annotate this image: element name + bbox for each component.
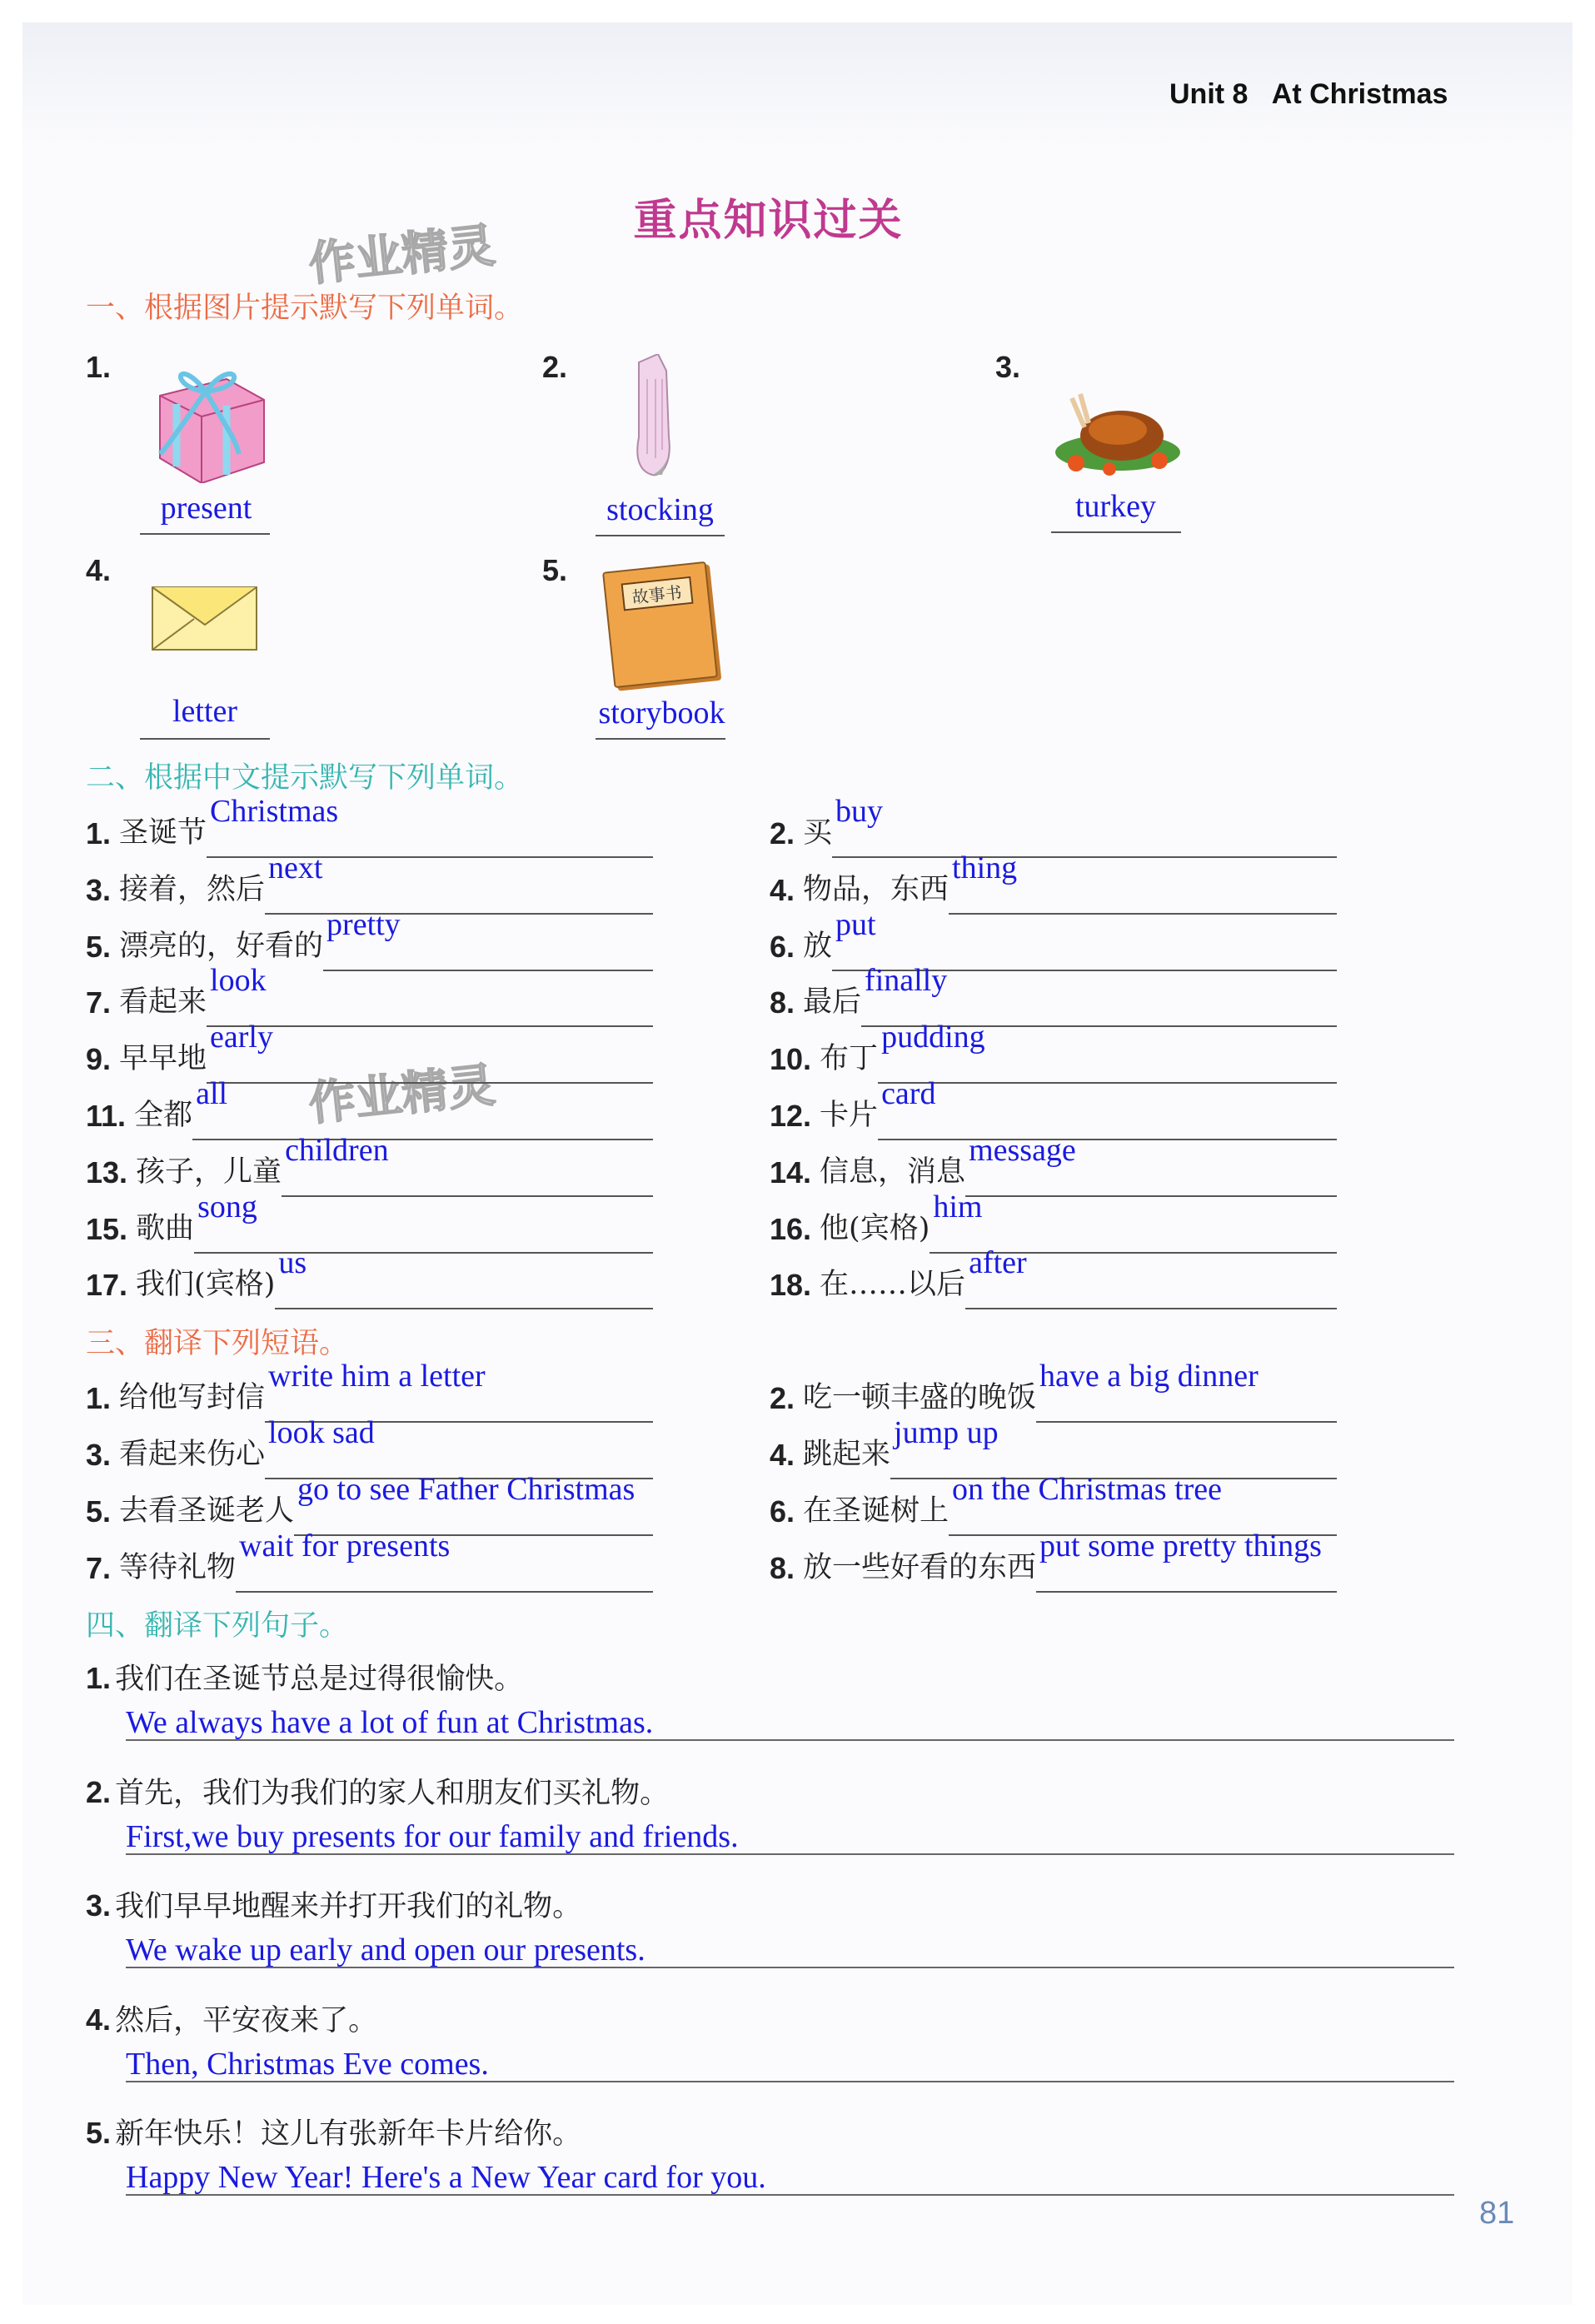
exercise-row	[86, 1472, 653, 1529]
answer-sentence: Happy New Year! Here's a New Year card for you.	[126, 2160, 766, 2195]
sentence-item	[86, 1770, 739, 1854]
item-number: 1.	[86, 816, 112, 850]
answer-sentence: We wake up early and open our presents.	[126, 1933, 645, 1967]
gift-box-icon	[143, 354, 268, 483]
chinese-prompt: 吃一顿丰盛的晚饭	[803, 1381, 1037, 1414]
answer: thing	[952, 850, 1018, 885]
chinese-prompt: 接着，然后	[119, 872, 266, 906]
item-number: 12.	[770, 1099, 812, 1133]
answer: jump up	[894, 1415, 999, 1450]
storybook-icon	[602, 561, 718, 688]
answer: finally	[865, 963, 948, 999]
answer-field[interactable]	[323, 906, 653, 971]
item-number: 5.	[86, 2116, 112, 2150]
item-number: 5.	[86, 929, 112, 964]
unit-number: Unit 8	[1169, 78, 1249, 110]
answer: children	[285, 1132, 389, 1168]
watermark: 作业精灵	[306, 218, 498, 292]
exercise-row	[770, 794, 1337, 851]
watermark: 作业精灵	[306, 1058, 498, 1132]
answer: Christmas	[210, 794, 339, 829]
answer: go to see Father Christmas	[297, 1472, 636, 1507]
answer-line	[140, 533, 270, 535]
answer: write him a letter	[268, 1359, 486, 1394]
exercise-row	[770, 1020, 1337, 1077]
answer: present	[160, 491, 252, 526]
unit-header	[1169, 78, 1448, 111]
chinese-prompt: 卡片	[820, 1099, 879, 1132]
exercise-row	[86, 1189, 653, 1247]
stocking-icon	[629, 354, 687, 479]
chinese-prompt: 买	[803, 816, 833, 850]
answer-line	[596, 738, 725, 740]
sentence-item	[86, 2111, 766, 2195]
item-number: 3.	[995, 350, 1021, 384]
answer: look sad	[268, 1415, 375, 1450]
item-number: 17.	[86, 1268, 128, 1303]
page-title: 重点知识过关	[633, 196, 904, 246]
answer-line[interactable]	[126, 2081, 1454, 2082]
answer: put	[835, 906, 876, 942]
answer: pudding	[881, 1020, 985, 1055]
item-number: 11.	[86, 1099, 127, 1133]
answer-field[interactable]	[1036, 1529, 1337, 1593]
exercise-row	[86, 1132, 653, 1190]
item-number: 1.	[86, 350, 112, 384]
envelope-icon	[148, 579, 262, 662]
chinese-prompt: 歌曲	[136, 1211, 195, 1245]
item-number: 7.	[86, 1551, 112, 1585]
exercise-row	[770, 1076, 1337, 1134]
exercise-row	[86, 850, 653, 908]
section1-heading: 一、根据图片提示默写下列单词。	[86, 292, 524, 325]
page-number: 81	[1479, 2196, 1515, 2231]
item-number: 18.	[770, 1268, 812, 1303]
answer-field[interactable]	[207, 1020, 653, 1084]
chinese-prompt: 他(宾格)	[820, 1211, 930, 1245]
answer: him	[933, 1189, 983, 1224]
sentence-item	[86, 1656, 654, 1740]
section4-heading: 四、翻译下列句子。	[86, 1609, 349, 1643]
answer-field[interactable]	[949, 850, 1337, 915]
exercise-row	[770, 1415, 1337, 1473]
answer: all	[196, 1076, 228, 1111]
exercise-row	[86, 1076, 653, 1134]
chinese-prompt: 物品，东西	[803, 872, 950, 906]
chinese-prompt: 信息，消息	[820, 1155, 966, 1189]
answer: card	[881, 1076, 936, 1111]
exercise-row	[86, 963, 653, 1020]
item-number: 1.	[86, 1661, 112, 1695]
answer: storybook	[598, 696, 725, 731]
answer: after	[969, 1245, 1027, 1281]
chinese-sentence: 新年快乐！这儿有张新年卡片给你。	[115, 2117, 582, 2151]
item-number: 14.	[770, 1155, 812, 1189]
chinese-prompt: 放一些好看的东西	[803, 1551, 1037, 1584]
section2-heading: 二、根据中文提示默写下列单词。	[86, 761, 524, 795]
answer: us	[278, 1245, 307, 1281]
answer: pretty	[326, 906, 401, 942]
exercise-row	[770, 1529, 1337, 1586]
exercise-row	[86, 1245, 653, 1303]
chinese-prompt: 在……以后	[820, 1268, 966, 1302]
chinese-prompt: 等待礼物	[119, 1551, 237, 1584]
answer-field[interactable]	[265, 850, 653, 915]
item-number: 9.	[86, 1042, 112, 1077]
chinese-prompt: 漂亮的，好看的	[119, 929, 324, 963]
sentence-item	[86, 1997, 489, 2082]
exercise-row	[770, 1472, 1337, 1529]
item-number: 6.	[770, 929, 795, 964]
answer-field[interactable]	[282, 1132, 653, 1197]
exercise-row	[86, 1020, 653, 1077]
chinese-sentence: 我们在圣诞节总是过得很愉快。	[115, 1663, 524, 1696]
answer-field[interactable]	[878, 1076, 1337, 1140]
chinese-prompt: 跳起来	[803, 1438, 891, 1471]
answer-field[interactable]	[207, 963, 653, 1027]
answer-field[interactable]	[194, 1189, 653, 1254]
answer: have a big dinner	[1039, 1359, 1259, 1394]
item-number: 10.	[770, 1042, 812, 1077]
answer: buy	[835, 794, 884, 829]
item-number: 3.	[86, 872, 112, 907]
item-number: 15.	[86, 1211, 128, 1246]
exercise-row	[770, 1245, 1337, 1303]
answer-field[interactable]	[275, 1245, 653, 1309]
exercise-row	[86, 1529, 653, 1586]
answer-field[interactable]	[878, 1020, 1337, 1084]
item-number: 5.	[542, 553, 568, 587]
item-number: 2.	[770, 1381, 795, 1415]
answer-field[interactable]	[832, 794, 1337, 858]
answer: wait for presents	[239, 1529, 451, 1563]
item-number: 13.	[86, 1155, 128, 1189]
item-number: 4.	[770, 872, 795, 907]
exercise-row	[770, 1189, 1337, 1247]
chinese-prompt: 全都	[134, 1099, 193, 1132]
answer: turkey	[1074, 489, 1157, 524]
item-number: 4.	[86, 553, 112, 587]
chinese-prompt: 放	[803, 929, 833, 963]
chinese-prompt: 早早地	[119, 1042, 207, 1076]
answer-sentence: We always have a lot of fun at Christmas.	[126, 1705, 654, 1740]
chinese-prompt: 在圣诞树上	[803, 1494, 950, 1528]
item-number: 2.	[86, 1774, 112, 1809]
item-number: 4.	[86, 2002, 112, 2037]
item-number: 8.	[770, 1551, 795, 1585]
chinese-prompt: 看起来伤心	[119, 1438, 266, 1471]
exercise-row	[770, 906, 1337, 965]
chinese-sentence: 然后，平安夜来了。	[115, 2003, 378, 2037]
item-number: 5.	[86, 1494, 112, 1529]
exercise-row	[770, 850, 1337, 908]
answer-line	[1051, 531, 1181, 533]
answer-field[interactable]	[965, 1132, 1337, 1197]
roast-turkey-icon	[1051, 390, 1184, 481]
answer-line[interactable]	[126, 1853, 1454, 1855]
answer: on the Christmas tree	[952, 1472, 1223, 1507]
section3-heading: 三、翻译下列短语。	[86, 1327, 349, 1360]
answer: letter	[172, 694, 238, 729]
chinese-sentence: 我们早早地醒来并打开我们的礼物。	[115, 1890, 582, 1923]
answer: song	[197, 1189, 257, 1224]
chinese-prompt: 最后	[803, 985, 862, 1020]
exercise-row	[770, 963, 1337, 1020]
answer-field[interactable]	[1036, 1359, 1337, 1423]
answer: message	[969, 1132, 1076, 1168]
answer-line[interactable]	[126, 1739, 1454, 1741]
item-number: 3.	[86, 1888, 112, 1923]
book-label: 故事书	[621, 576, 693, 611]
item-number: 6.	[770, 1494, 795, 1529]
answer-line[interactable]	[126, 2194, 1454, 2196]
answer-line[interactable]	[126, 1967, 1454, 1968]
chinese-prompt: 我们(宾格)	[136, 1268, 276, 1302]
chinese-prompt: 孩子，儿童	[136, 1155, 282, 1189]
chinese-prompt: 看起来	[119, 985, 207, 1020]
unit-title: At Christmas	[1271, 78, 1448, 110]
answer-sentence: Then, Christmas Eve comes.	[126, 2046, 489, 2082]
chinese-prompt: 布丁	[820, 1042, 879, 1076]
item-number: 3.	[86, 1438, 112, 1472]
exercise-row	[86, 906, 653, 965]
item-number: 8.	[770, 985, 795, 1020]
answer-field[interactable]	[965, 1245, 1337, 1309]
item-number: 7.	[86, 985, 112, 1020]
answer-line	[596, 535, 725, 536]
chinese-sentence: 首先，我们为我们的家人和朋友们买礼物。	[115, 1776, 670, 1810]
sentence-item	[86, 1883, 645, 1967]
answer: stocking	[606, 492, 714, 527]
answer: early	[210, 1020, 273, 1055]
item-number: 2.	[770, 816, 795, 850]
exercise-row	[86, 1415, 653, 1473]
chinese-prompt: 圣诞节	[119, 816, 207, 850]
chinese-prompt: 去看圣诞老人	[119, 1494, 295, 1528]
exercise-row	[770, 1359, 1337, 1416]
chinese-prompt: 给他写封信	[119, 1381, 266, 1414]
answer-field[interactable]	[236, 1529, 653, 1593]
answer: look	[210, 963, 267, 999]
exercise-row	[770, 1132, 1337, 1190]
item-number: 4.	[770, 1438, 795, 1472]
item-number: 1.	[86, 1381, 112, 1415]
answer-sentence: First,we buy presents for our family and friends.	[126, 1818, 739, 1854]
answer-field[interactable]	[192, 1076, 653, 1140]
item-number: 2.	[542, 350, 568, 384]
exercise-row	[86, 1359, 653, 1416]
answer: put some pretty things	[1039, 1529, 1322, 1563]
item-number: 16.	[770, 1211, 812, 1246]
answer: next	[268, 850, 323, 885]
answer-line	[140, 738, 270, 740]
exercise-row	[86, 794, 653, 851]
